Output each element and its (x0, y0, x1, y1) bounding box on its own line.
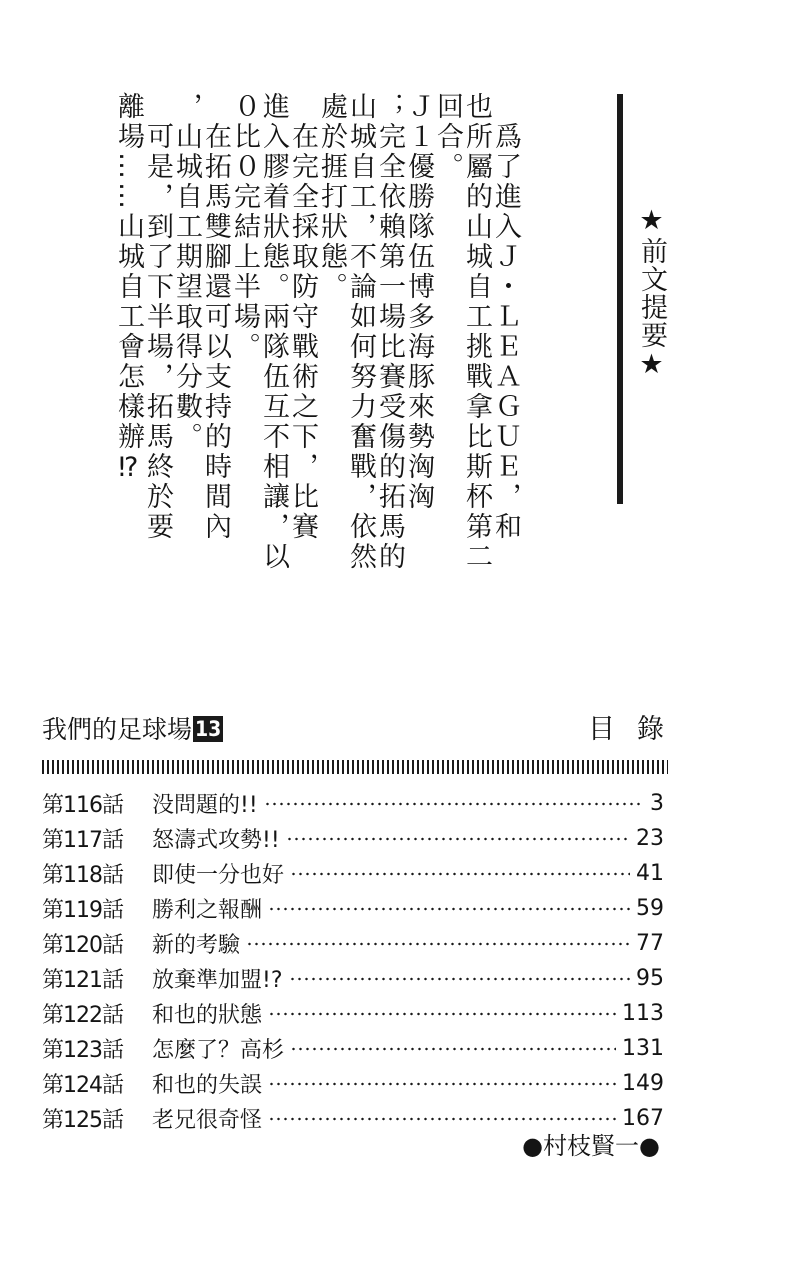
chapter-page: 95 (636, 966, 664, 991)
chapter-title: 没問題的!! (152, 793, 258, 818)
chapter-title: 放棄準加盟!? (152, 968, 283, 993)
toc-entry[interactable] (42, 926, 664, 961)
chapter-title: 怒濤式攻勢!! (152, 828, 280, 853)
synopsis-line: 在完全採取防守戰術之下，比賽 (287, 92, 318, 542)
toc-entry[interactable] (42, 996, 664, 1031)
dot-leader (289, 977, 631, 981)
dot-leader (290, 1047, 616, 1051)
synopsis-line: 離場……山城自工會怎樣辦⁉ (113, 92, 144, 486)
chapter-number: 第118話 (42, 863, 123, 888)
synopsis-line: 處於捱打狀態。 (316, 92, 347, 302)
synopsis-line: Ｊ１優勝隊伍博多海豚來勢洶洶 (403, 92, 434, 512)
chapter-page: 131 (622, 1036, 664, 1061)
dot-leader (246, 942, 630, 946)
dot-leader (268, 907, 630, 911)
chapter-page: 23 (636, 826, 664, 851)
chapter-title: 和也的狀態 (152, 1003, 263, 1028)
synopsis-line: 爲了進入Ｊ・ＬＥＡＧＵＥ，和 (490, 92, 521, 542)
synopsis-line: ，山城自工期望取得分數。 (171, 92, 202, 452)
chapter-page: 149 (622, 1071, 664, 1096)
toc-title: 目錄 (588, 714, 686, 745)
synopsis-line: 在拓馬雙腳還可以支持的時間內 (200, 92, 231, 542)
synopsis-line: 可是，到了下半場，拓馬終於要 (142, 92, 173, 542)
series-title (42, 710, 223, 750)
toc-entry[interactable] (42, 1066, 664, 1101)
synopsis-line: 也所屬的山城自工挑戰拿比斯杯第二 (461, 92, 492, 572)
chapter-title: 勝利之報酬 (152, 898, 263, 923)
toc-list (42, 786, 664, 1136)
synopsis-divider (617, 94, 623, 504)
synopsis-heading: ★前文提要★ (636, 205, 667, 381)
dot-leader (286, 837, 630, 841)
toc-entry[interactable] (42, 821, 664, 856)
dot-leader (268, 1012, 616, 1016)
chapter-number: 第122話 (42, 1003, 123, 1028)
chapter-title: 新的考驗 (152, 933, 241, 958)
chapter-number: 第124話 (42, 1073, 123, 1098)
chapter-page: 167 (622, 1106, 664, 1131)
toc-entry[interactable] (42, 856, 664, 891)
toc-entry[interactable] (42, 1031, 664, 1066)
chapter-page: 59 (636, 896, 664, 921)
dot-leader (268, 1117, 616, 1121)
toc-header (42, 710, 686, 750)
dot-leader (268, 1082, 616, 1086)
chapter-number: 第120話 (42, 933, 123, 958)
synopsis-line: 山城自工，不論如何努力奮戰，依然 (345, 92, 376, 572)
chapter-page: 3 (650, 791, 664, 816)
chapter-page: 113 (622, 1001, 664, 1026)
synopsis-line: 回合。 (432, 92, 463, 182)
synopsis-line: ０比０完結上半場。 (229, 92, 260, 362)
chapter-page: 41 (636, 861, 664, 886)
chapter-title: 怎麼了？高杉 (152, 1038, 285, 1063)
author-credit: ●村枝賢一● (522, 1132, 660, 1160)
chapter-number: 第123話 (42, 1038, 123, 1063)
chapter-page: 77 (636, 931, 664, 956)
series-title-text: 我們的足球場 (42, 715, 193, 744)
chapter-number: 第117話 (42, 828, 123, 853)
chapter-title: 即使一分也好 (152, 863, 285, 888)
decorative-stripe-divider (42, 760, 668, 774)
chapter-title: 老兄很奇怪 (152, 1108, 263, 1133)
chapter-number: 第116話 (42, 793, 123, 818)
chapter-number: 第119話 (42, 898, 123, 923)
toc-entry[interactable] (42, 786, 664, 821)
synopsis-text (112, 92, 522, 572)
dot-leader (264, 802, 644, 806)
synopsis-line: ；完全依賴第一場比賽受傷的拓馬的 (374, 92, 405, 572)
toc-entry[interactable] (42, 961, 664, 996)
toc-entry[interactable] (42, 891, 664, 926)
dot-leader (290, 872, 630, 876)
synopsis-line: 進入膠着狀態。兩隊伍互不相讓，以 (258, 92, 289, 572)
chapter-number: 第125話 (42, 1108, 123, 1133)
chapter-title: 和也的失誤 (152, 1073, 263, 1098)
volume-badge: 13 (195, 717, 222, 741)
chapter-number: 第121話 (42, 968, 123, 993)
